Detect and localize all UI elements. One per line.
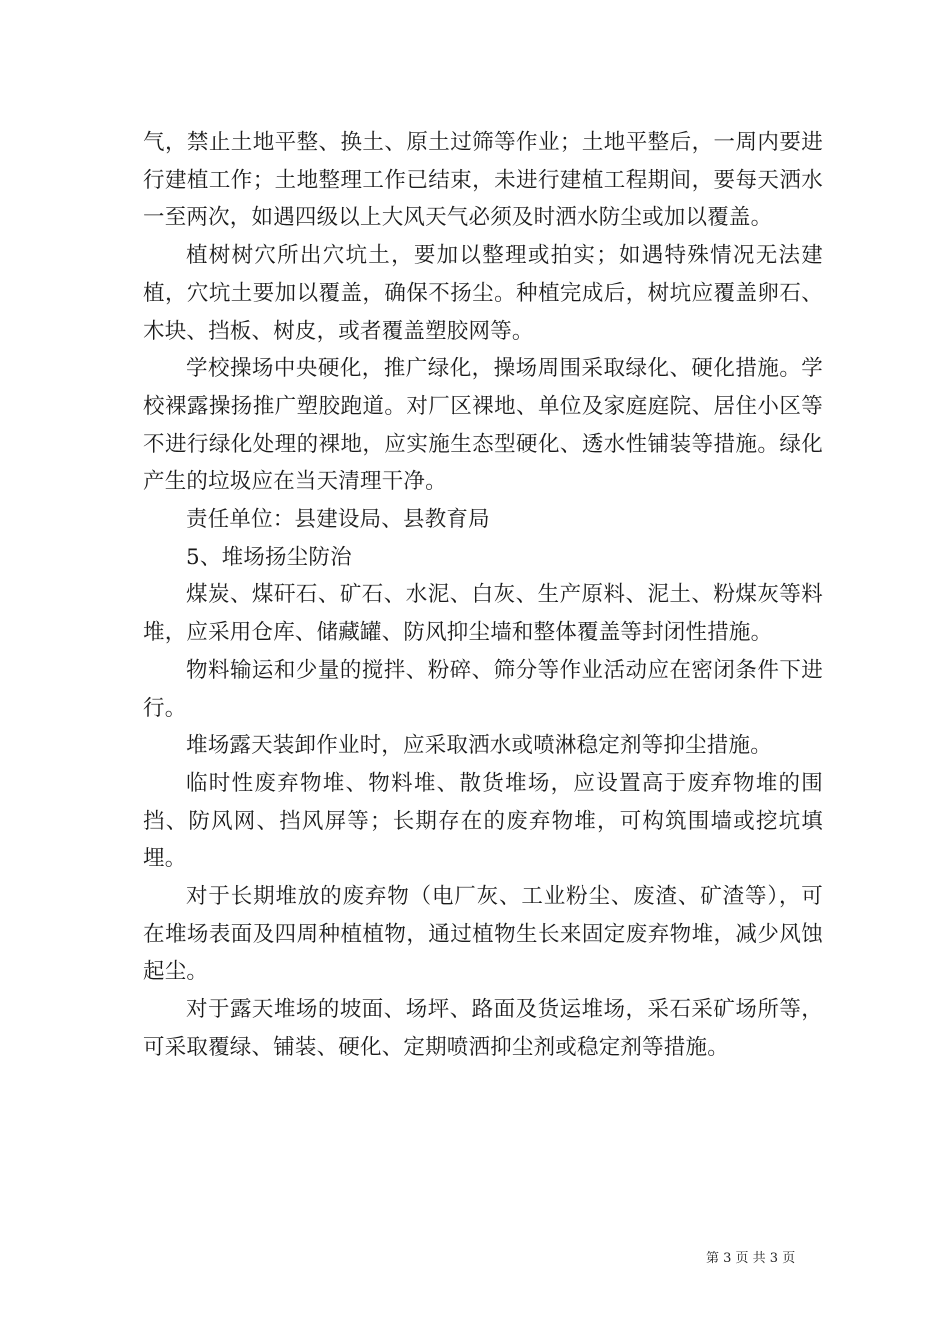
- paragraph-6: 煤炭、煤矸石、矿石、水泥、白灰、生产原料、泥土、粉煤灰等料堆，应采用仓库、储藏罐、防风抑尘墙和整体覆盖等封闭性措施。: [143, 582, 823, 646]
- paragraph-9: 临时性废弃物堆、物料堆、散货堆场，应设置高于废弃物堆的围挡、防风网、挡风屏等；长期存在的废弃物堆，可构筑围墙或挖坑填埋。: [143, 770, 823, 872]
- paragraph-3: 学校操场中央硬化，推广绿化，操场周围采取绿化、硬化措施。学校裸露操扬推广塑胶跑道。对厂区裸地、单位及家庭庭院、居住小区等不进行绿化处理的裸地，应实施生态型硬化、透水性铺装等措施。绿化产生的垃圾应在当天清理干净。: [143, 356, 823, 495]
- page-number-footer: 第 3 页 共 3 页: [706, 1251, 796, 1266]
- paragraph-2: 植树树穴所出穴坑土，要加以整理或拍实；如遇特殊情况无法建植，穴坑土要加以覆盖，确保不扬尘。种植完成后，树坑应覆盖卵石、木块、挡板、树皮，或者覆盖塑胶网等。: [143, 243, 823, 344]
- paragraph-responsible-units: 责任单位：县建设局、县教育局: [186, 507, 490, 533]
- paragraph-10: 对于长期堆放的废弃物（电厂灰、工业粉尘、废渣、矿渣等），可在堆场表面及四周种植植物，通过植物生长来固定废弃物堆，减少风蚀起尘。: [143, 884, 823, 985]
- section-heading-stockyard-dust: 5、堆场扬尘防治: [186, 544, 352, 570]
- paragraph-7: 物料输运和少量的搅拌、粉碎、筛分等作业活动应在密闭条件下进行。: [143, 657, 823, 721]
- paragraph-11: 对于露天堆场的坡面、场坪、路面及货运堆场，采石采矿场所等，可采取覆绿、铺装、硬化、定期喷洒抑尘剂或稳定剂等措施。: [143, 997, 823, 1060]
- paragraph-1: 气，禁止土地平整、换土、原土过筛等作业；土地平整后，一周内要进行建植工作；土地整理工作已结束，未进行建植工程期间，要每天洒水一至两次，如遇四级以上大风天气必须及时洒水防尘或加以覆盖。: [143, 130, 823, 231]
- document-body: [143, 124, 823, 1067]
- paragraph-8: 堆场露天装卸作业时，应采取洒水或喷淋稳定剂等抑尘措施。: [186, 733, 772, 759]
